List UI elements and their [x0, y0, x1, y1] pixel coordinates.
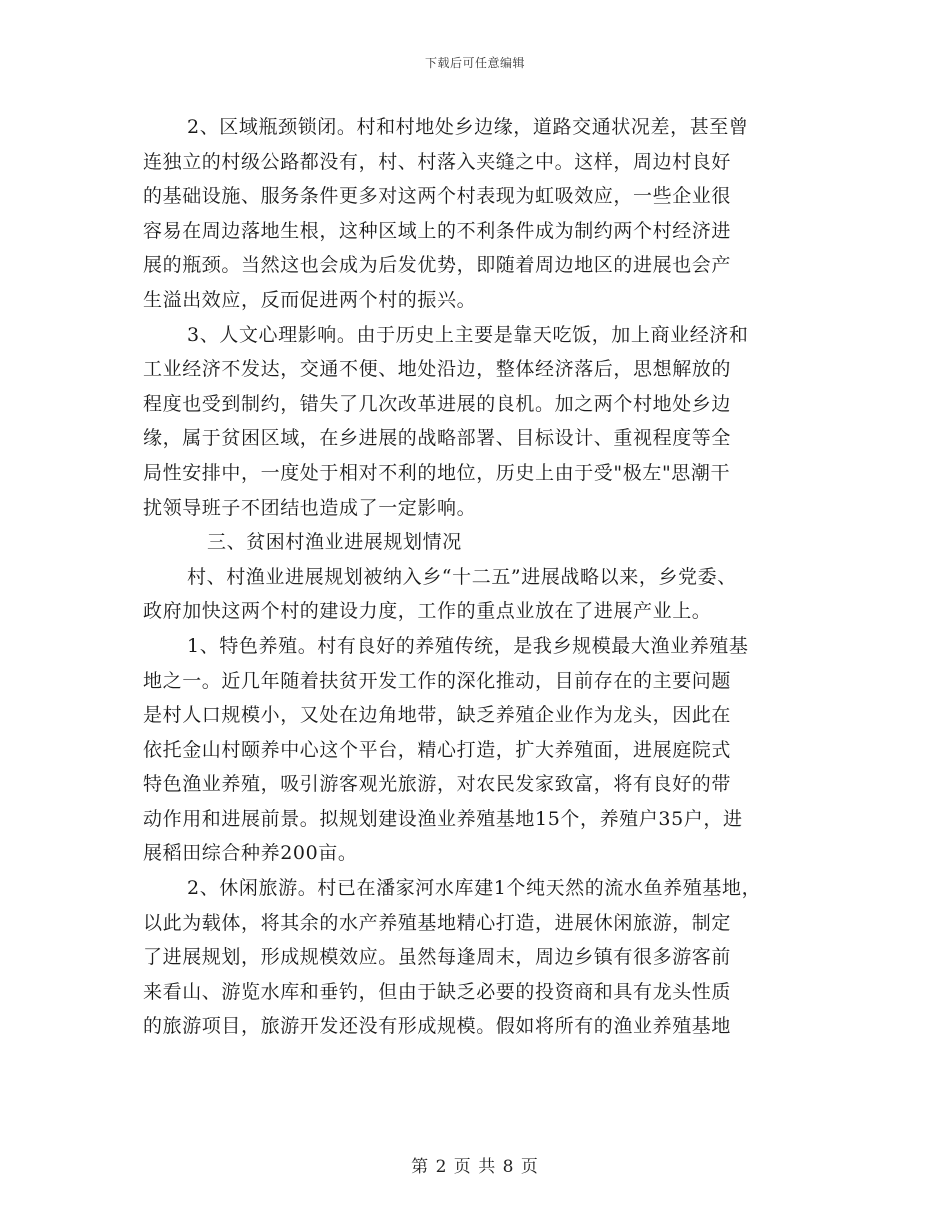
- paragraph-line: 2、休闲旅游。村已在潘家河水库建1个纯天然的流水鱼养殖基地，: [187, 877, 762, 900]
- paragraph-line: 村、村渔业进展规划被纳入乡“十二五”进展战略以来，乡党委、: [187, 565, 737, 588]
- paragraph-line: 依托金山村颐养中心这个平台，精心打造，扩大养殖面，进展庭院式: [143, 738, 732, 761]
- paragraph-line: 生溢出效应，反而促进两个村的振兴。: [143, 288, 477, 311]
- paragraph-line: 2、区域瓶颈锁闭。村和村地处乡边缘，道路交通状况差，甚至曾: [187, 116, 749, 138]
- paragraph-line: 来看山、游览水库和垂钓，但由于缺乏必要的投资商和具有龙头性质: [143, 980, 732, 1003]
- document-body: [143, 110, 811, 1044]
- paragraph-line: 的基础设施、服务条件更多对这两个村表现为虹吸效应，一些企业很: [143, 185, 732, 208]
- paragraph-line: 是村人口规模小，又处在边角地带，缺乏养殖企业作为龙头，因此在: [143, 704, 732, 727]
- paragraph-line: 以此为载体，将其余的水产养殖基地精心打造，进展休闲旅游，制定: [143, 911, 732, 934]
- paragraph-line: 动作用和进展前景。拟规划建设渔业养殖基地15个，养殖户35户，进: [143, 807, 743, 830]
- paragraph-line: 程度也受到制约，错失了几次改革进展的良机。加之两个村地处乡边: [143, 392, 732, 415]
- paragraph-line: 缘，属于贫困区域，在乡进展的战略部署、目标设计、重视程度等全: [143, 427, 732, 450]
- paragraph-line: 展稻田综合种养200亩。: [143, 842, 358, 865]
- paragraph-line: 特色渔业养殖，吸引游客观光旅游，对农民发家致富，将有良好的带: [143, 773, 732, 796]
- page-footer: 第 2 页 共 8 页: [411, 1157, 539, 1177]
- paragraph-line: 3、人文心理影响。由于历史上主要是靠天吃饭，加上商业经济和: [187, 323, 749, 346]
- paragraph-line: 工业经济不发达，交通不便、地处沿边，整体经济落后，思想解放的: [143, 358, 732, 381]
- paragraph-line: 容易在周边落地生根，这种区域上的不利条件成为制约两个村经济进: [143, 219, 732, 242]
- paragraph-line: 连独立的村级公路都没有，村、村落入夹缝之中。这样，周边村良好: [143, 150, 732, 173]
- page-header: 下载后可任意编辑: [424, 56, 525, 70]
- paragraph-line: 1、特色养殖。村有良好的养殖传统，是我乡规模最大渔业养殖基: [187, 634, 749, 657]
- paragraph-line: 扰领导班子不团结也造成了一定影响。: [143, 496, 477, 519]
- section-heading: 三、贫困村渔业进展规划情况: [207, 531, 462, 554]
- paragraph-line: 政府加快这两个村的建设力度，工作的重点业放在了进展产业上。: [143, 600, 712, 623]
- paragraph-line: 了进展规划，形成规模效应。虽然每逢周末，周边乡镇有很多游客前: [143, 946, 732, 969]
- paragraph-line: 局性安排中，一度处于相对不利的地位，历史上由于受"极左"思潮干: [143, 461, 731, 484]
- paragraph-line: 展的瓶颈。当然这也会成为后发优势，即随着周边地区的进展也会产: [143, 254, 732, 277]
- paragraph-line: 地之一。近几年随着扶贫开发工作的深化推动，目前存在的主要问题: [143, 669, 732, 692]
- paragraph-line: 的旅游项目，旅游开发还没有形成规模。假如将所有的渔业养殖基地: [143, 1015, 732, 1038]
